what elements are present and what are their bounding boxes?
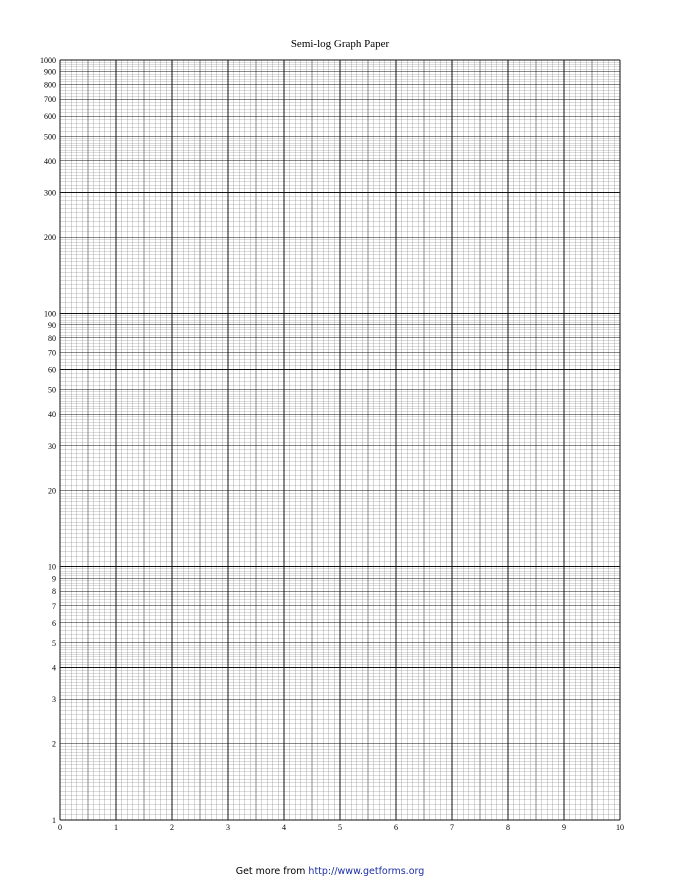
page-title: Semi-log Graph Paper xyxy=(290,38,390,50)
x-tick-label: 10 xyxy=(616,823,624,832)
y-tick-label: 500 xyxy=(44,132,56,142)
y-tick-label: 10 xyxy=(48,562,56,572)
y-tick-label: 7 xyxy=(52,601,56,611)
y-tick-label: 600 xyxy=(44,112,56,122)
footer-link[interactable]: http://www.getforms.org xyxy=(308,866,425,877)
y-tick-label: 100 xyxy=(44,309,56,319)
y-tick-label: 40 xyxy=(48,410,56,420)
y-tick-label: 80 xyxy=(48,333,56,343)
y-tick-label: 2 xyxy=(52,739,56,749)
y-tick-label: 900 xyxy=(44,67,56,77)
y-tick-label: 400 xyxy=(44,156,56,166)
y-tick-label: 60 xyxy=(48,365,56,375)
y-tick-label: 90 xyxy=(48,320,56,330)
y-tick-label: 50 xyxy=(48,385,56,395)
x-tick-label: 0 xyxy=(58,823,62,832)
x-tick-label: 1 xyxy=(114,823,118,832)
footer-text: Get more from xyxy=(235,866,306,877)
x-axis-tick-labels xyxy=(58,823,624,832)
y-tick-label: 1 xyxy=(52,816,56,825)
y-tick-label: 6 xyxy=(52,618,56,628)
footer xyxy=(0,866,660,877)
y-axis-tick-labels xyxy=(40,56,56,825)
y-tick-label: 3 xyxy=(52,695,56,705)
y-tick-label: 300 xyxy=(44,188,56,198)
y-tick-label: 5 xyxy=(52,638,56,648)
y-tick-label: 70 xyxy=(48,348,56,358)
x-tick-label: 7 xyxy=(450,823,454,832)
x-tick-label: 8 xyxy=(506,823,510,832)
x-tick-label: 6 xyxy=(394,823,398,832)
x-tick-label: 2 xyxy=(170,823,174,832)
y-tick-label: 4 xyxy=(52,663,56,673)
x-tick-label: 5 xyxy=(338,823,342,832)
y-tick-label: 9 xyxy=(52,574,56,584)
x-tick-label: 3 xyxy=(226,823,230,832)
y-tick-label: 20 xyxy=(48,486,56,496)
x-tick-label: 4 xyxy=(282,823,286,832)
x-tick-label: 9 xyxy=(562,823,566,832)
y-tick-label: 30 xyxy=(48,441,56,451)
y-tick-label: 8 xyxy=(52,587,56,597)
y-tick-label: 200 xyxy=(44,233,56,243)
y-tick-label: 800 xyxy=(44,80,56,90)
y-tick-label: 1000 xyxy=(40,56,56,65)
y-tick-label: 700 xyxy=(44,95,56,105)
